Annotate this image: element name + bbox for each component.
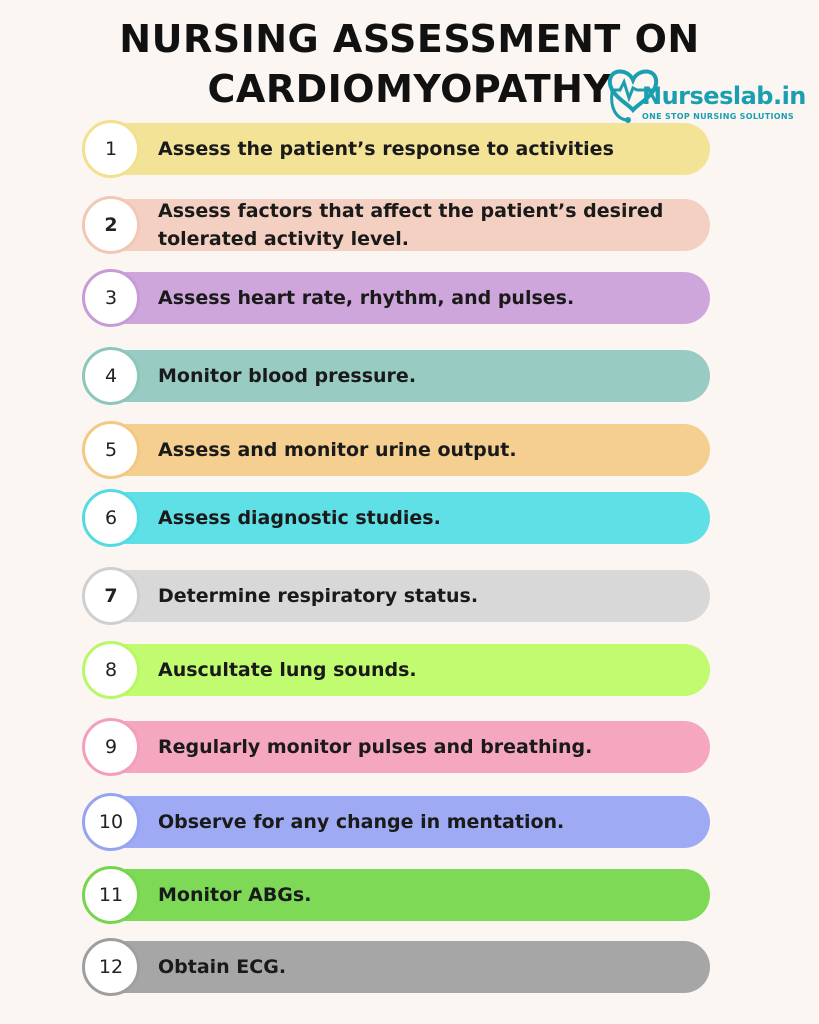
- list-item: [82, 641, 710, 699]
- item-text: Monitor ABGs.: [158, 884, 312, 906]
- item-number-badge: 11: [82, 866, 140, 924]
- item-number-badge: 5: [82, 421, 140, 479]
- item-text: Assess and monitor urine output.: [158, 439, 517, 461]
- list-item: [82, 866, 710, 924]
- item-text: Regularly monitor pulses and breathing.: [158, 736, 593, 758]
- item-number-badge: 4: [82, 347, 140, 405]
- logo-tagline: ONE STOP NURSING SOLUTIONS: [642, 112, 794, 121]
- item-text: Assess the patient’s response to activities: [158, 138, 614, 160]
- item-text: Obtain ECG.: [158, 956, 287, 978]
- list-item: [82, 718, 710, 776]
- list-item: [82, 196, 710, 254]
- title-line-1: NURSING ASSESSMENT ON: [119, 17, 700, 61]
- list-item: [82, 421, 710, 479]
- item-number-badge: 12: [82, 938, 140, 996]
- item-number-badge: 2: [82, 196, 140, 254]
- item-number-badge: 7: [82, 567, 140, 625]
- item-text: Auscultate lung sounds.: [158, 659, 417, 681]
- item-text: Determine respiratory status.: [158, 585, 479, 607]
- nurseslab-logo[interactable]: [602, 58, 806, 128]
- item-number-badge: 9: [82, 718, 140, 776]
- item-number-badge: 8: [82, 641, 140, 699]
- item-number-badge: 1: [82, 120, 140, 178]
- item-text: Assess heart rate, rhythm, and pulses.: [158, 287, 575, 309]
- list-item: [82, 347, 710, 405]
- list-item: [82, 938, 710, 996]
- list-item: [82, 489, 710, 547]
- item-text: Assess diagnostic studies.: [158, 507, 441, 529]
- item-number-badge: 3: [82, 269, 140, 327]
- list-item: [82, 120, 710, 178]
- item-number-badge: 10: [82, 793, 140, 851]
- list-item: [82, 567, 710, 625]
- item-number-badge: 6: [82, 489, 140, 547]
- title-line-2: CARDIOMYOPATHY: [207, 67, 612, 111]
- item-text: Monitor blood pressure.: [158, 365, 417, 387]
- list-item: [82, 269, 710, 327]
- logo-name: Nurseslab.in: [642, 82, 806, 110]
- list-item: [82, 793, 710, 851]
- item-text: Observe for any change in mentation.: [158, 811, 565, 833]
- item-text: Assess factors that affect the patient’s desired tolerated activity level.: [158, 200, 664, 250]
